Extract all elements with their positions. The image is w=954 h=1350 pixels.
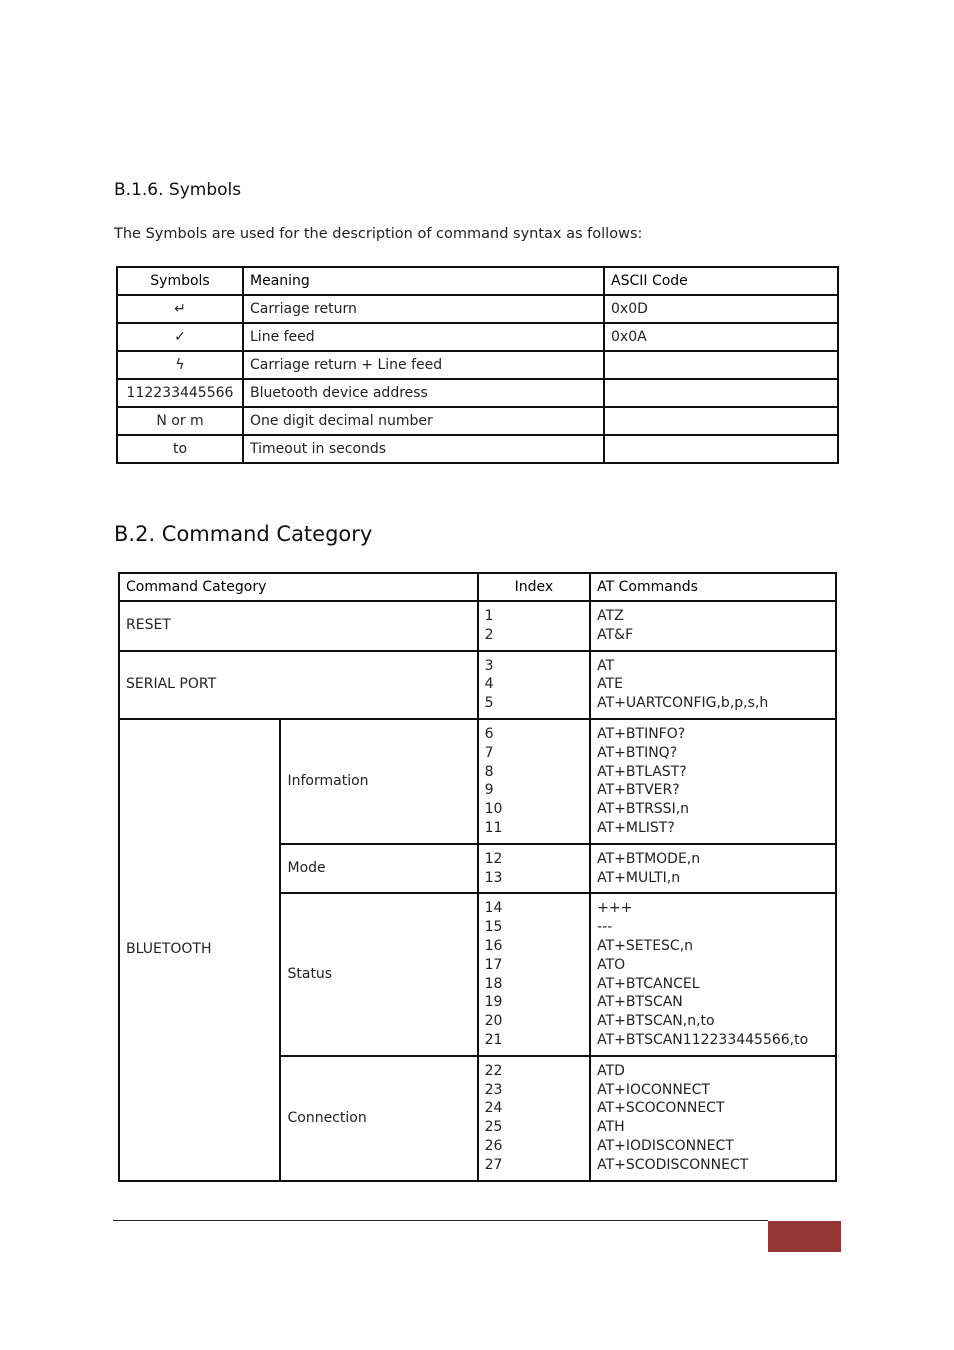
table-header-row: [119, 573, 836, 601]
commands-cell: AT ATE AT+UARTCONFIG,b,p,s,h: [590, 651, 836, 719]
ascii-cell: [604, 351, 838, 379]
category-cell: BLUETOOTH: [119, 719, 280, 1181]
ascii-cell: [604, 379, 838, 407]
command-category-table: [118, 572, 837, 1182]
symbol-cell: ↵: [117, 295, 243, 323]
subcategory-cell: Status: [280, 893, 477, 1055]
index-cell: 14 15 16 17 18 19 20 21: [478, 893, 591, 1055]
index-cell: 22 23 24 25 26 27: [478, 1056, 591, 1181]
meaning-cell: Timeout in seconds: [243, 435, 604, 463]
index-cell: 12 13: [478, 844, 591, 894]
meaning-cell: Carriage return: [243, 295, 604, 323]
table-row: [117, 295, 838, 323]
table-row: [119, 601, 836, 651]
symbol-cell: 112233445566: [117, 379, 243, 407]
ascii-cell: [604, 435, 838, 463]
index-cell: 3 4 5: [478, 651, 591, 719]
table-row: [119, 651, 836, 719]
symbol-cell: ϟ: [117, 351, 243, 379]
table-header-row: [117, 267, 838, 295]
table-row: [117, 351, 838, 379]
category-cell: RESET: [119, 601, 478, 651]
table-row: [117, 407, 838, 435]
symbol-cell: N or m: [117, 407, 243, 435]
commands-cell: AT+BTMODE,n AT+MULTI,n: [590, 844, 836, 894]
commands-cell: +++ --- AT+SETESC,n ATO AT+BTCANCEL AT+BTSCAN AT+BTSCAN,n,to AT+BTSCAN112233445566,to: [590, 893, 836, 1055]
section-heading-command-category: B.2. Command Category: [114, 522, 373, 546]
table-row: [119, 719, 836, 844]
commands-cell: AT+BTINFO? AT+BTINQ? AT+BTLAST? AT+BTVER? AT+BTRSSI,n AT+MLIST?: [590, 719, 836, 844]
meaning-cell: Bluetooth device address: [243, 379, 604, 407]
symbol-cell: ✓: [117, 323, 243, 351]
subcategory-cell: Connection: [280, 1056, 477, 1181]
footer-accent-box: [768, 1221, 841, 1252]
ascii-cell: 0x0A: [604, 323, 838, 351]
ascii-cell: 0x0D: [604, 295, 838, 323]
header-at-commands: AT Commands: [590, 573, 836, 601]
symbol-cell: to: [117, 435, 243, 463]
symbols-intro-text: The Symbols are used for the description of command syntax as follows:: [114, 226, 643, 242]
meaning-cell: One digit decimal number: [243, 407, 604, 435]
category-cell: SERIAL PORT: [119, 651, 478, 719]
commands-cell: ATZ AT&F: [590, 601, 836, 651]
symbols-table: [116, 266, 839, 464]
header-ascii-code: ASCII Code: [604, 267, 838, 295]
section-heading-symbols: B.1.6. Symbols: [114, 180, 242, 200]
footer-divider: [113, 1220, 768, 1221]
table-row: [117, 379, 838, 407]
table-row: [117, 435, 838, 463]
table-row: [117, 323, 838, 351]
header-command-category: Command Category: [119, 573, 478, 601]
index-cell: 6 7 8 9 10 11: [478, 719, 591, 844]
ascii-cell: [604, 407, 838, 435]
header-meaning: Meaning: [243, 267, 604, 295]
index-cell: 1 2: [478, 601, 591, 651]
commands-cell: ATD AT+IOCONNECT AT+SCOCONNECT ATH AT+IODISCONNECT AT+SCODISCONNECT: [590, 1056, 836, 1181]
header-symbols: Symbols: [117, 267, 243, 295]
meaning-cell: Carriage return + Line feed: [243, 351, 604, 379]
header-index: Index: [478, 573, 591, 601]
subcategory-cell: Mode: [280, 844, 477, 894]
meaning-cell: Line feed: [243, 323, 604, 351]
subcategory-cell: Information: [280, 719, 477, 844]
